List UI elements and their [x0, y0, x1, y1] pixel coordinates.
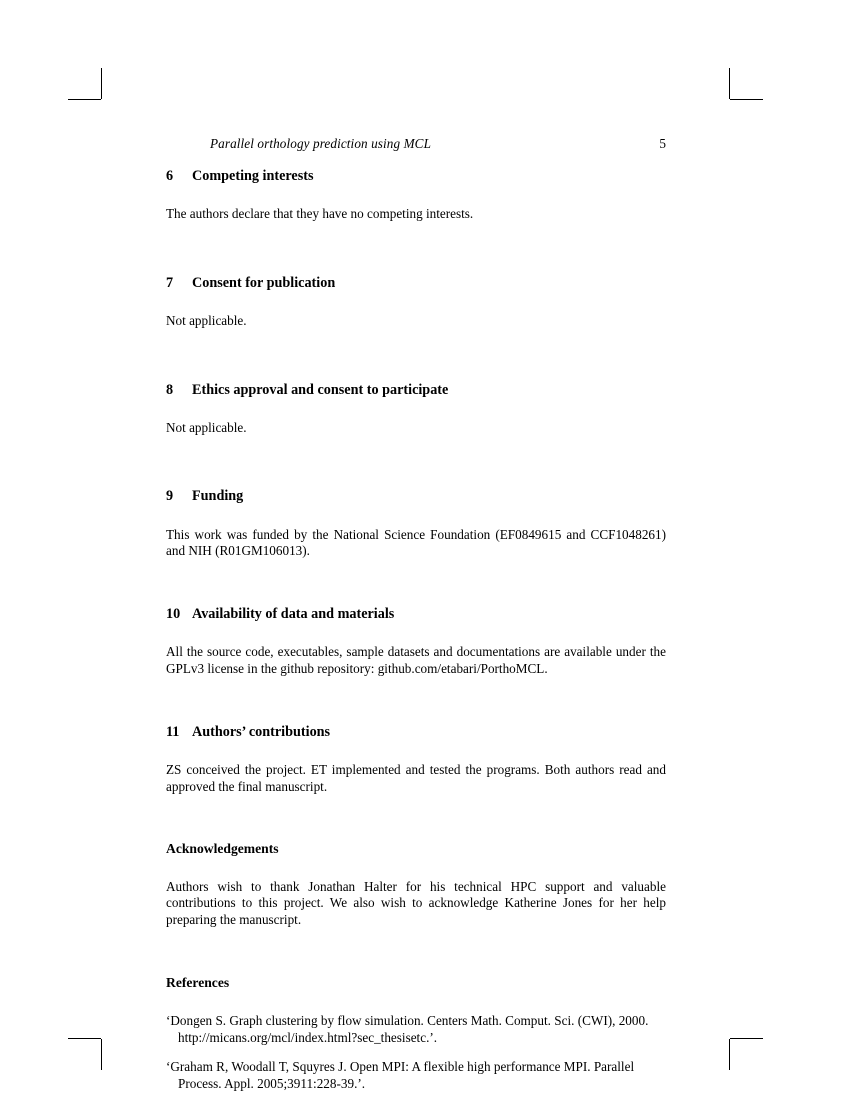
section-heading-acknowledgements: Acknowledgements [166, 841, 279, 857]
section-number: 8 [166, 381, 174, 398]
section-body-funding: This work was funded by the National Science Foundation (EF0849615 and CCF1048261) and NIH (R01GM106013). [166, 526, 666, 559]
section-body-authors-contributions: ZS conceived the project. ET implemented and tested the programs. Both authors read and approved the final manuscript. [166, 761, 666, 794]
section-title: Ethics approval and consent to participate [192, 381, 449, 398]
section-body-availability-of-data: All the source code, executables, sample datasets and documentations are available under the GPLv3 license in the github repository: github.com/etabari/PorthoMCL. [166, 644, 666, 676]
section-heading-consent-for-publication [166, 275, 666, 292]
section-number: 11 [166, 723, 180, 740]
section-number: 7 [166, 274, 174, 291]
section-title: Competing interests [192, 168, 314, 184]
section-body-ethics-approval: Not applicable. [166, 419, 247, 435]
crop-mark-horizontal-rule [730, 99, 763, 100]
crop-mark-vertical-rule [101, 68, 102, 99]
reference-item: ‘Dongen S. Graph clustering by flow simulation. Centers Math. Comput. Sci. (CWI), 2000. http://micans.org/mcl/index.html?sec_thesisetc.’. [166, 1013, 649, 1046]
section-body-acknowledgements: Authors wish to thank Jonathan Halter for his technical HPC support and valuable contributions to this project. We also wish to acknowledge Katherine Jones for her help preparing the manuscript. [166, 878, 666, 928]
crop-mark-horizontal-rule [730, 1038, 763, 1039]
page-content [166, 136, 666, 1104]
crop-mark-vertical-rule [729, 1039, 730, 1070]
crop-mark-bottom-left [68, 1038, 102, 1070]
section-heading-authors-contributions [166, 724, 666, 741]
running-head-title: Parallel orthology prediction using MCL [210, 136, 431, 151]
crop-mark-top-left [68, 68, 102, 100]
crop-mark-top-right [729, 68, 763, 100]
section-number: 9 [166, 488, 174, 505]
running-head [166, 136, 666, 156]
section-title: Consent for publication [192, 274, 336, 291]
section-title: Funding [192, 488, 244, 505]
section-body-competing-interests: The authors declare that they have no competing interests. [166, 206, 474, 222]
section-heading-competing-interests [166, 168, 666, 185]
section-heading-references: References [166, 975, 230, 991]
crop-mark-vertical-rule [729, 68, 730, 99]
crop-mark-horizontal-rule [68, 99, 101, 100]
section-number: 10 [166, 606, 181, 623]
reference-item: ‘Graham R, Woodall T, Squyres J. Open MPI: A flexible high performance MPI. Parallel Process. Appl. 2005;3911:228-39.’. [166, 1059, 635, 1092]
section-number: 6 [166, 168, 174, 184]
section-body-consent-for-publication: Not applicable. [166, 312, 247, 328]
crop-mark-bottom-right [729, 1038, 763, 1070]
crop-mark-horizontal-rule [68, 1038, 101, 1039]
section-heading-funding [166, 488, 666, 505]
crop-mark-vertical-rule [101, 1039, 102, 1070]
section-title: Availability of data and materials [192, 606, 395, 623]
section-title: Authors’ contributions [192, 723, 331, 740]
page-number: 5 [659, 136, 666, 151]
section-heading-ethics-approval [166, 382, 666, 399]
section-heading-availability-of-data [166, 606, 666, 623]
